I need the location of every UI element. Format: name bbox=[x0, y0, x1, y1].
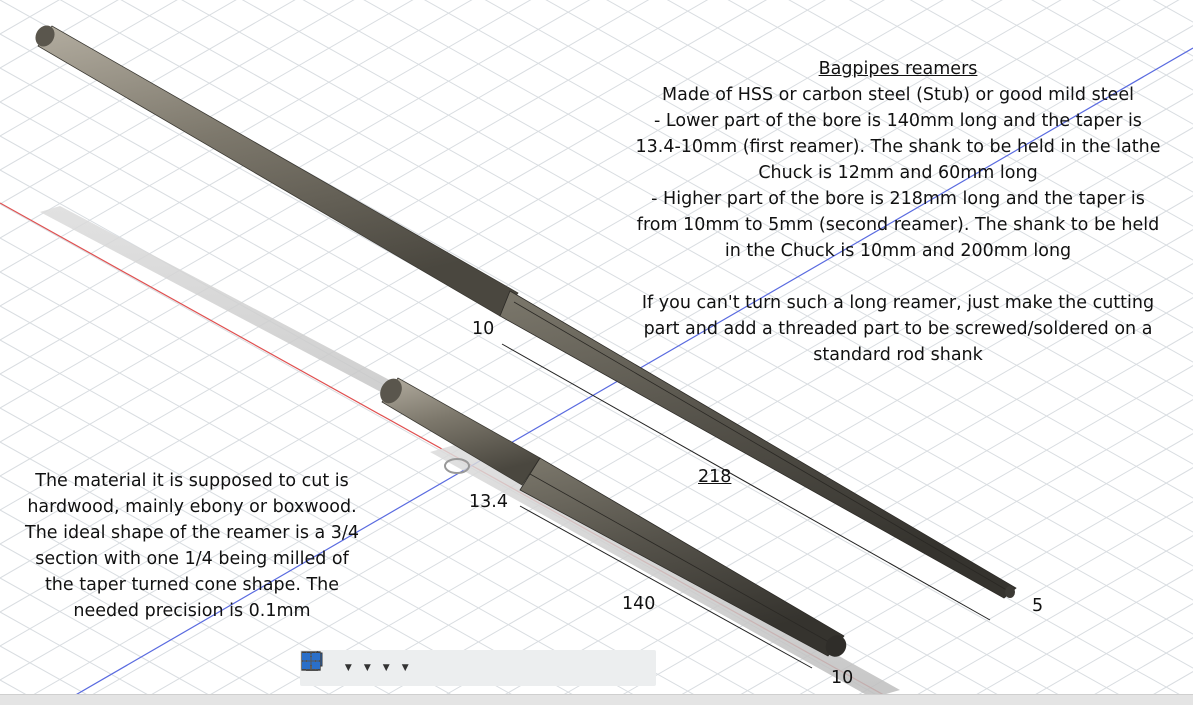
note-line-material: Made of HSS or carbon steel (Stub) or good mild steel bbox=[662, 85, 1134, 105]
dimension-upper-length: 218 bbox=[698, 467, 732, 487]
grid-dropdown-caret[interactable]: ▼ bbox=[382, 663, 390, 673]
dimension-lower-start: 13.4 bbox=[469, 492, 508, 512]
display-settings-tool[interactable] bbox=[362, 654, 375, 682]
note-line-lower-bore: - Lower part of the bore is 140mm long and the taper is 13.4-10mm (first reamer). The shank to be held in the lathe Chuck is 12mm and 60mm long bbox=[635, 111, 1161, 183]
dimension-lower-length: 140 bbox=[622, 594, 656, 614]
viewports-tool[interactable] bbox=[400, 654, 413, 682]
dimension-line-140 bbox=[520, 506, 812, 668]
navigation-toolbar bbox=[300, 650, 656, 686]
display-dropdown-caret[interactable]: ▼ bbox=[363, 663, 371, 673]
note-footer: If you can't turn such a long reamer, just make the cutting part and add a threaded part to be screwed/soldered on a standard rod shank bbox=[641, 293, 1155, 365]
note-title: Bagpipes reamers bbox=[818, 59, 978, 79]
status-bar bbox=[0, 694, 1193, 705]
material-text: The material it is supposed to cut is hardwood, mainly ebony or boxwood. The ideal shape of the reamer is a 3/4 section with one 1/4 being milled of the taper turned cone shape. The needed precision is 0.1mm bbox=[25, 471, 359, 621]
upper-reamer-shank bbox=[38, 26, 518, 316]
fit-tool[interactable] bbox=[343, 654, 356, 682]
material-note bbox=[22, 468, 362, 624]
lower-reamer[interactable] bbox=[376, 375, 850, 661]
reamer-specification-note bbox=[632, 56, 1164, 368]
grid-settings-tool[interactable] bbox=[381, 654, 394, 682]
upper-reamer-tip bbox=[1005, 586, 1015, 598]
note-line-higher-bore: - Higher part of the bore is 218mm long and the taper is from 10mm to 5mm (second reamer). The shank to be held in the Chuck is 10mm and 200mm long bbox=[636, 189, 1160, 261]
dimension-lower-end: 10 bbox=[831, 668, 854, 688]
dimension-upper-end: 5 bbox=[1032, 596, 1044, 616]
fit-dropdown-caret[interactable]: ▼ bbox=[344, 663, 352, 673]
viewports-dropdown-caret[interactable]: ▼ bbox=[401, 663, 409, 673]
dimension-upper-start: 10 bbox=[472, 319, 495, 339]
grid-line bbox=[0, 0, 1193, 13]
